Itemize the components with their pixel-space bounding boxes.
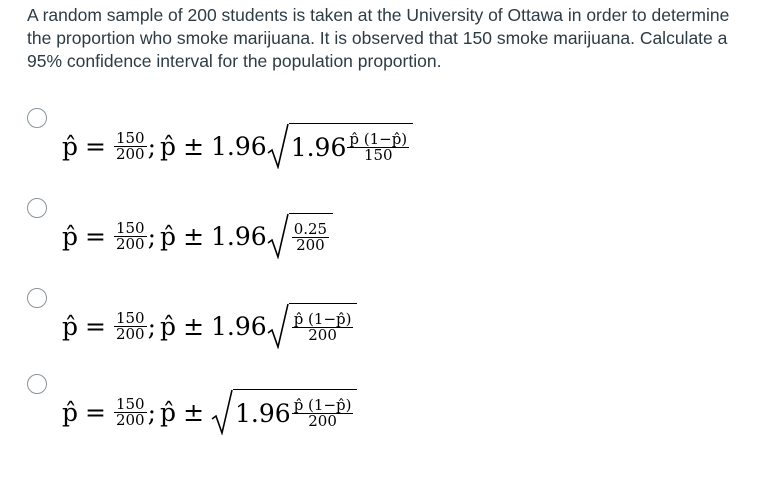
answer-option-4[interactable]: [27, 374, 727, 454]
fraction-variance: [292, 398, 354, 429]
fraction-variance: [292, 222, 329, 253]
p-hat: p̂: [62, 221, 79, 251]
fraction-numerator: 0.25: [293, 220, 328, 238]
p-hat: p̂: [160, 397, 177, 427]
fraction-denominator: 150: [363, 146, 393, 164]
answer-option-2[interactable]: [27, 198, 727, 278]
fraction-variance: [292, 312, 354, 343]
plus-minus-sign: ±: [183, 221, 205, 251]
fraction-numerator: 150: [115, 308, 145, 327]
radio-button[interactable]: [27, 288, 47, 308]
formula: [62, 204, 333, 268]
formula: [62, 380, 357, 444]
plus-minus-sign: ±: [183, 131, 205, 161]
radio-button[interactable]: [27, 374, 47, 394]
fraction-denominator: 200: [115, 324, 145, 343]
fraction-denominator: 200: [115, 234, 145, 253]
fraction-sample: [114, 308, 147, 343]
radical-sign-icon: [267, 213, 289, 259]
equals-sign: =: [85, 311, 106, 341]
radical-sign-icon: [267, 123, 289, 169]
p-hat: p̂: [160, 221, 177, 251]
fraction-denominator: 200: [308, 326, 337, 344]
square-root: [267, 303, 358, 349]
fraction-numerator: p̂ (1−p̂): [293, 310, 352, 328]
radio-button[interactable]: [27, 108, 47, 128]
fraction-numerator: 150: [115, 128, 145, 147]
fraction-variance: [347, 132, 409, 163]
fraction-numerator: p̂ (1−p̂): [293, 396, 352, 414]
z-value: 1.96: [211, 131, 267, 161]
formula: [62, 294, 357, 358]
square-root: [267, 123, 413, 169]
fraction-sample: [114, 394, 147, 429]
fraction-sample: [114, 218, 147, 253]
inner-z-value: 1.96: [290, 133, 347, 162]
fraction-denominator: 200: [115, 410, 145, 429]
p-hat: p̂: [160, 131, 177, 161]
fraction-sample: [114, 128, 147, 163]
semicolon: ;: [147, 397, 157, 427]
p-hat: p̂: [62, 311, 79, 341]
question-text: A random sample of 200 students is taken at the University of Ottawa in order to determine the proportion who smoke marijuana. It is observed that 150 smoke marijuana. Calculate a 95% confidence interval for the population proportion.: [27, 5, 730, 71]
semicolon: ;: [147, 131, 157, 161]
semicolon: ;: [147, 311, 157, 341]
plus-minus-sign: ±: [183, 397, 205, 427]
semicolon: ;: [147, 221, 157, 251]
radical-sign-icon: [211, 389, 233, 435]
p-hat: p̂: [160, 311, 177, 341]
radio-button[interactable]: [27, 198, 47, 218]
fraction-denominator: 200: [308, 412, 337, 430]
inner-z-value: 1.96: [235, 399, 291, 428]
equals-sign: =: [85, 221, 106, 251]
fraction-denominator: 200: [296, 236, 325, 254]
equals-sign: =: [85, 397, 106, 427]
fraction-numerator: 150: [115, 394, 145, 413]
p-hat: p̂: [62, 131, 79, 161]
z-value: 1.96: [211, 221, 267, 251]
square-root: [211, 389, 357, 435]
radical-sign-icon: [267, 303, 289, 349]
plus-minus-sign: ±: [183, 311, 205, 341]
fraction-numerator: p̂ (1−p̂): [349, 130, 408, 148]
p-hat: p̂: [62, 397, 79, 427]
fraction-denominator: 200: [115, 144, 145, 163]
formula: [62, 114, 413, 178]
z-value: 1.96: [211, 311, 267, 341]
fraction-numerator: 150: [115, 218, 145, 237]
answer-option-3[interactable]: [27, 288, 727, 368]
square-root: [267, 213, 333, 259]
equals-sign: =: [85, 131, 106, 161]
answer-option-1[interactable]: [27, 108, 727, 188]
